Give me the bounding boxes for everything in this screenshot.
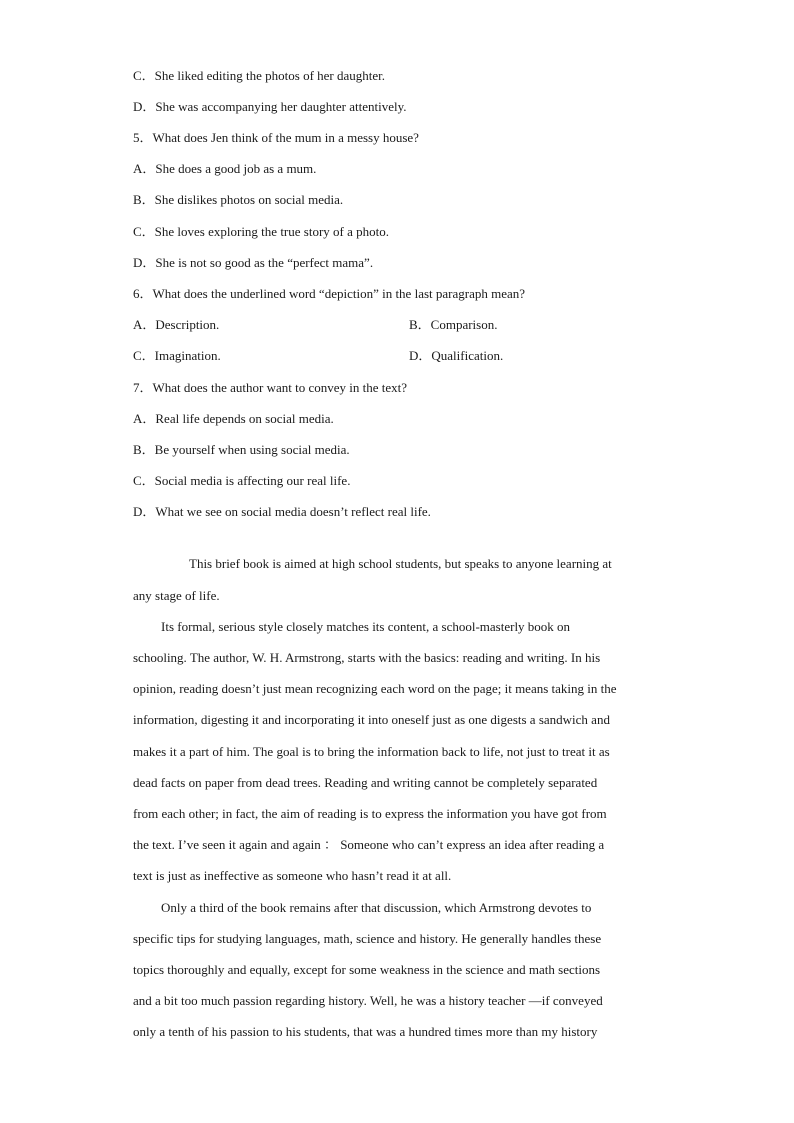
passage-p2-line: information, digesting it and incorporating it into oneself just as one digests a sandwich and <box>133 712 610 727</box>
q6-option-c: C．Imagination. <box>133 348 221 363</box>
q4-option-c: C．She liked editing the photos of her daughter. <box>133 68 386 83</box>
passage-p3-line: topics thoroughly and equally, except for some weakness in the science and math sections <box>133 962 601 977</box>
q6-stem: 6．What does the underlined word “depiction” in the last paragraph mean? <box>133 286 526 301</box>
passage-p2-line: from each other; in fact, the aim of reading is to express the information you have got from <box>133 806 607 821</box>
q6-option-a: A．Description. <box>133 317 220 332</box>
passage-p2-line: schooling. The author, W. H. Armstrong, starts with the basics: reading and writing. In his <box>133 650 601 665</box>
passage-p2-line: the text. I’ve seen it again and again ： Someone who can’t express an idea after reading a <box>133 837 605 852</box>
q7-option-d: D．What we see on social media doesn’t reflect real life. <box>133 504 431 519</box>
q5-stem: 5．What does Jen think of the mum in a messy house? <box>133 130 419 145</box>
passage-p2-line: opinion, reading doesn’t just mean recognizing each word on the page; it means taking in the <box>133 681 617 696</box>
passage-p2-line: makes it a part of him. The goal is to bring the information back to life, not just to treat it as <box>133 744 610 759</box>
q7-option-b: B．Be yourself when using social media. <box>133 442 350 457</box>
q7-option-c: C．Social media is affecting our real life. <box>133 473 351 488</box>
q7-option-a: A．Real life depends on social media. <box>133 411 334 426</box>
q7-stem: 7．What does the author want to convey in the text? <box>133 380 408 395</box>
q6-option-b: B．Comparison. <box>409 317 498 332</box>
passage-p2-line: Its formal, serious style closely matches its content, a school-masterly book on <box>161 619 571 634</box>
passage-p3-line: only a tenth of his passion to his students, that was a hundred times more than my history <box>133 1024 598 1039</box>
passage-p1-line: any stage of life. <box>133 588 220 603</box>
q5-option-c: C．She loves exploring the true story of a photo. <box>133 224 389 239</box>
passage-p3-line: and a bit too much passion regarding history. Well, he was a history teacher —if conveyed <box>133 993 603 1008</box>
q5-option-b: B．She dislikes photos on social media. <box>133 192 344 207</box>
passage-p2-line: dead facts on paper from dead trees. Reading and writing cannot be completely separated <box>133 775 598 790</box>
passage-p3-line: Only a third of the book remains after that discussion, which Armstrong devotes to <box>161 900 592 915</box>
passage-p1-line: This brief book is aimed at high school students, but speaks to anyone learning at <box>189 556 612 571</box>
q5-option-a: A．She does a good job as a mum. <box>133 161 317 176</box>
q5-option-d: D．She is not so good as the “perfect mama”. <box>133 255 374 270</box>
passage-p2-line: text is just as ineffective as someone who hasn’t read it at all. <box>133 868 452 883</box>
q6-option-d: D．Qualification. <box>409 348 504 363</box>
q4-option-d: D．She was accompanying her daughter attentively. <box>133 99 407 114</box>
passage-p3-line: specific tips for studying languages, math, science and history. He generally handles these <box>133 931 602 946</box>
